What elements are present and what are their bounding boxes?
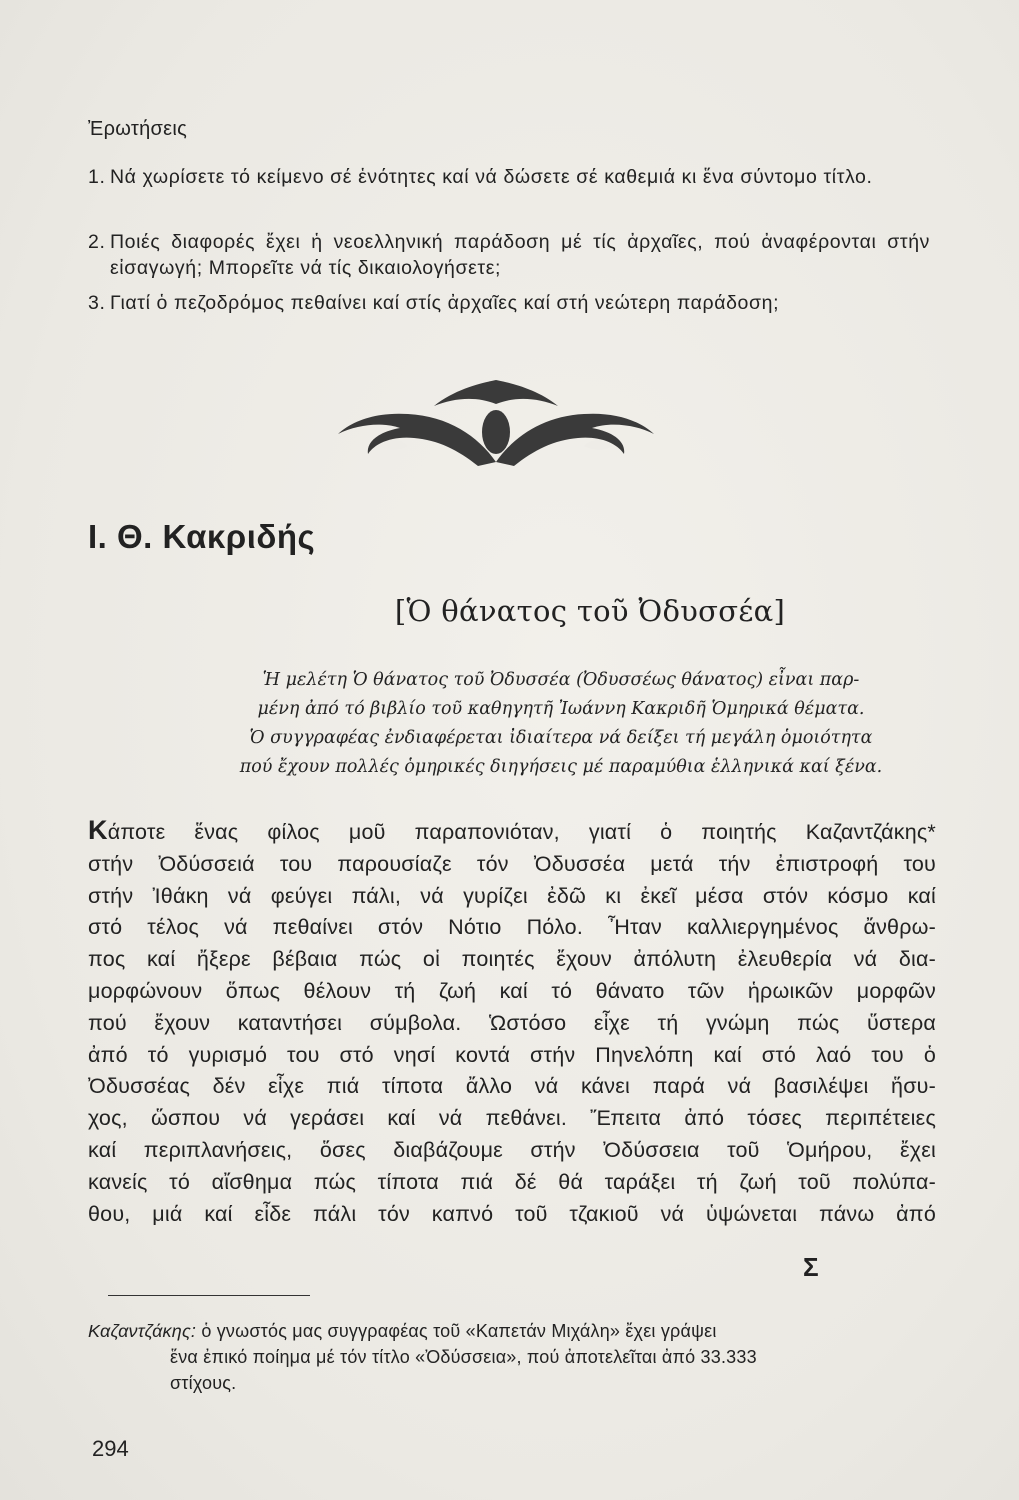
question-item [88, 164, 930, 190]
footnote-first-line [88, 1318, 946, 1344]
questions-heading: Ἐρωτήσεις [88, 118, 188, 140]
body-line: θου, μιά καί εἶδε πάλι τόν καπνό τοῦ τζακιοῦ νά ὑψώνεται πάνω ἀπό [88, 1201, 936, 1226]
question-number: 3. [88, 292, 106, 314]
author-name: Ι. Θ. Κακριδής [88, 518, 316, 555]
body-line: πού ἔχουν καταντήσει σύμβολα. Ὡστόσο εἶχε τή γνώμη πώς ὕστερα [88, 1010, 936, 1035]
body-paragraph [88, 815, 936, 1230]
question-text: Γιατί ὁ πεζοδρόμος πεθαίνει καί στίς ἀρχαῖες καί στή νεώτερη παράδοση; [110, 292, 780, 314]
drop-cap: Κ [88, 815, 108, 845]
body-line: στήν Ὀδύσσειά του παρουσίαζε τόν Ὀδυσσέα μετά τήν ἐπιστροφή του [88, 851, 936, 876]
body-line: κανείς τό αἴσθημα πώς τίποτα πιά δέ θά ταράξει τή ζωή τοῦ πολύπα- [88, 1169, 936, 1194]
body-line: χος, ὥσπου νά γεράσει καί νά πεθάνει. Ἔπειτα ἀπό τόσες περιπέτειες [88, 1106, 936, 1131]
body-line: πος καί ἤξερε βέβαια πώς οἱ ποιητές ἔχουν ἀπόλυτη ἐλευθερία νά δια- [88, 947, 936, 972]
footnote-line: ἕνα ἐπικό ποίημα μέ τόν τίτλο «Ὀδύσσεια», πού ἀποτελεῖται ἀπό 33.333 [170, 1347, 757, 1367]
body-line: ἀπό τό γυρισμό του στό νησί κοντά στήν Πηνελόπη καί στό λαό του ὁ [88, 1042, 936, 1067]
footnote [88, 1318, 946, 1396]
question-item [88, 229, 930, 281]
footnote-term: Καζαντζάκης: [88, 1321, 197, 1341]
chapter-title: [Ὁ θάνατος τοῦ Ὀδυσσέα] [394, 594, 786, 628]
intro-line: πού ἔχουν πολλές ὁμηρικές διηγήσεις μέ παραμύθια ἑλληνικά καί ξένα. [239, 757, 883, 777]
question-number: 1. [88, 166, 106, 188]
body-line: μορφώνουν ὅπως θέλουν τή ζωή καί τό θάνατο τῶν ἡρωικῶν μορφῶν [88, 978, 936, 1003]
question-text: Νά χωρίσετε τό κείμενο σέ ἑνότητες καί νά δώσετε σέ καθεμιά κι ἕνα σύντομο τίτλο. [110, 166, 873, 188]
question-text: Ποιές διαφορές ἔχει ἡ νεοελληνική παράδοση μέ τίς ἀρχαῖες, πού ἀναφέρονται στήν εἰσαγωγή; Μπορεῖτε νά τίς δικαιολογήσετε; [110, 231, 930, 279]
question-item [88, 290, 930, 316]
footnote-divider [108, 1295, 310, 1296]
intro-line: μένη ἀπό τό βιβλίο τοῦ καθηγητῆ Ἰωάννη Κακριδῆ Ὁμηρικά θέματα. [257, 699, 865, 719]
intro-line: Ἡ μελέτη Ὁ θάνατος τοῦ Ὀδυσσέα (Ὀδυσσέως θάνατος) εἶναι παρ- [262, 670, 860, 690]
intro-line: Ὁ συγγραφέας ἐνδιαφέρεται ἰδιαίτερα νά δείξει τή μεγάλη ὁμοιότητα [249, 728, 873, 748]
body-line-text: άποτε ἕνας φίλος μοῦ παραπονιόταν, γιατί ὁ ποιητής Καζαντζάκης* [107, 820, 936, 844]
question-number: 2. [88, 231, 106, 253]
intro-note [185, 666, 937, 782]
body-line: καί περιπλανήσεις, ὅσες διαβάζουμε στήν Ὀδύσσεια τοῦ Ὁμήρου, ἔχει [88, 1137, 936, 1162]
page-number: 294 [92, 1436, 129, 1461]
body-line: στήν Ἰθάκη νά φεύγει πάλι, νά γυρίζει ἐδῶ κι ἐκεῖ μέσα στόν κόσμο καί [88, 883, 936, 908]
decorative-ornament-icon [338, 376, 654, 472]
body-line: στό τέλος νά πεθαίνει στόν Νότιο Πόλο. Ἦταν καλλιεργημένος ἄνθρω- [88, 915, 936, 940]
body-line [88, 815, 936, 849]
body-line: Ὀδυσσέας δέν εἶχε πιά τίποτα ἄλλο νά κάνει παρά νά βασιλέψει ἥσυ- [88, 1074, 936, 1099]
signature-mark: Σ [803, 1252, 819, 1282]
footnote-text: ὁ γνωστός μας συγγραφέας τοῦ «Καπετάν Μιχάλη» ἔχει γράψει [201, 1321, 717, 1341]
footnote-line: στίχους. [170, 1373, 237, 1393]
